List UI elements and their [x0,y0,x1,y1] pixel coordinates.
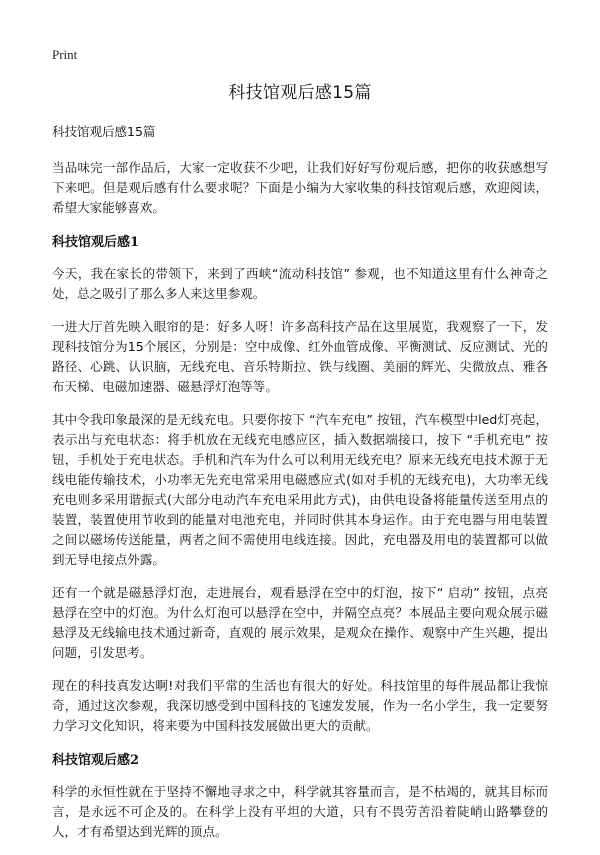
paragraph: 还有一个就是磁悬浮灯泡，走进展台，观看悬浮在空中的灯泡，按下“ 启动” 按钮，点亮悬浮在空中的灯泡。为什么灯泡可以悬浮在空中，并隔空点亮？本展品主要向观众展示磁悬浮及无线输电技术通过新奇，直观的 展示效果，是观众在操作、观察中产生兴趣，提出问题，引发思考。 [52,585,548,660]
page-title: 科技馆观后感15篇 [228,83,372,103]
paragraph: 科学的永恒性就在于坚持不懈地寻求之中，科学就其容量而言，是不枯竭的，就其目标而言，是永远不可企及的。在科学上没有平坦的大道，只有不畏劳苦沿着陡峭山路攀登的人，才有希望达到光辉的顶点。 [52,784,548,839]
paragraph: 其中令我印象最深的是无线充电。只要你按下 “汽车充电” 按钮，汽车模型中led灯亮起，表示出与充电状态：将手机放在无线充电感应区，插入数据端接口，按下 “手机充电” 按钮，手机处于充电状态。手机和汽车为什么可以利用无线充电？原来无线充电技术源于无线电能传输技术，小功率无先充电常采用电磁感应式(如对手机的无线充电)，大功率无线充电则多采用谐振式(大部分电动汽车充电采用此方式)，由供电设备将能量传送至用点的装置，装置使用节收到的能量对电池充电，并同时供其本身运作。由于充电器与用电装置之间以磁场传送能量，两者之间不需使用电线连接。因此，充电器及用电的装置都可以做到无导电接点外露。 [52,412,548,567]
paragraph: 现在的科技真发达啊!对我们平常的生活也有很大的好处。科技馆里的每件展品都让我惊奇，通过这次参观，我深切感受到中国科技的飞速发发展，作为一名小学生，我一定要努力学习文化知识，将来要为中国科技发展做出更大的贡献。 [52,678,548,733]
intro-paragraph: 当品味完一部作品后，大家一定收获不少吧，让我们好好写份观后感，把你的收获感想写下来吧。但是观后感有什么要求呢？下面是小编为大家收集的科技馆观后感，欢迎阅读，希望大家能够喜欢。 [52,160,548,215]
print-link[interactable]: Print [52,47,78,62]
section-heading-1: 科技馆观后感1 [52,235,140,250]
paragraph: 一进大厅首先映入眼帘的是：好多人呀！许多高科技产品在这里展览，我观察了一下，发现科技馆分为15个展区，分别是：空中成像、红外血管成像、平衡测试、反应测试、光的路径、心跳、认识脑，无线充电、音乐特斯拉、铁与线圈、美丽的辉光、尖微放点、雅各布天梯、电磁加速器、磁悬浮灯泡等等。 [52,319,548,394]
document-page [52,78,548,855]
paragraph: 今天，我在家长的带领下，来到了西峡“流动科技馆” 参观，也不知道这里有什么神奇之处，总之吸引了那么多人来这里参观。 [52,266,548,301]
section-heading-2: 科技馆观后感2 [52,753,140,768]
document-subtitle: 科技馆观后感15篇 [52,124,156,139]
